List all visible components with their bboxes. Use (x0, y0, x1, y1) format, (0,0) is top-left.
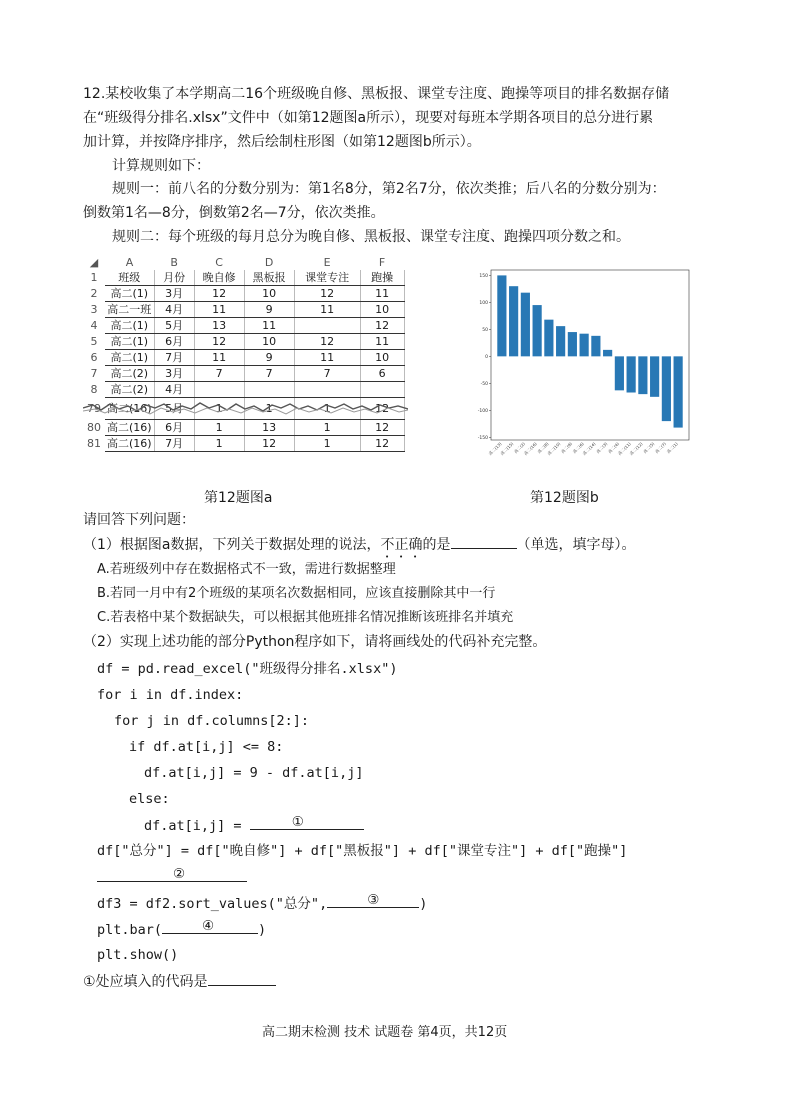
rule1-line2: 倒数第1名—8分，倒数第2名—7分，依次类推。 (83, 205, 385, 221)
q1-answer-blank[interactable] (451, 534, 517, 549)
data-cell: 1 (194, 436, 244, 452)
bar (580, 334, 589, 357)
data-cell: 高二(16) (105, 436, 154, 452)
col-letter: D (264, 256, 274, 269)
q1-emphasis: 不正确 (380, 537, 423, 553)
y-tick-label: -100 (477, 408, 488, 414)
code-blank-3[interactable] (327, 893, 419, 908)
data-cell: 12 (360, 318, 404, 334)
x-tick-label: 高二(8) (536, 441, 550, 455)
col-letter: C (215, 256, 223, 269)
code-line-10 (97, 893, 427, 914)
data-cell: 12 (244, 436, 294, 452)
question-intro-line2: 在“班级得分排名.xlsx”文件中（如第12题图a所示），现要对每班本学期各项目的总分进行累 (83, 110, 654, 126)
q1-post: 的是 (422, 537, 451, 553)
data-cell: 4月 (154, 302, 194, 318)
data-cell: 10 (244, 334, 294, 350)
x-tick-label: 高二(2) (512, 441, 527, 455)
data-cell: 1 (294, 398, 360, 420)
data-cell: 6月 (154, 334, 194, 350)
q2-line: （2）实现上述功能的部分Python程序如下，请将画线处的代码补充完整。 (83, 634, 547, 650)
rules-title: 计算规则如下： (112, 158, 210, 174)
y-tick-label: 100 (479, 300, 488, 306)
option-b: B.若同一月中有2个班级的某项名次数据相同，应该直接删除其中一行 (97, 586, 496, 601)
data-cell: 7 (294, 366, 360, 382)
row-number: 6 (90, 351, 98, 364)
data-cell: 10 (244, 286, 294, 302)
row-number: 2 (90, 287, 98, 300)
data-cell: 7月 (154, 350, 194, 366)
question-intro-line1: 12.某校收集了本学期高二16个班级晚自修、黑板报、课堂专注度、跑操等项目的排名数据存储 (83, 86, 670, 102)
row-number: 81 (87, 437, 101, 450)
bar (650, 356, 659, 396)
blank-marker-3: ③ (367, 892, 380, 908)
bar (662, 356, 671, 421)
data-cell: 1 (294, 420, 360, 436)
bar (591, 336, 600, 357)
bar (615, 356, 624, 390)
data-cell: 11 (194, 302, 244, 318)
data-cell: 12 (194, 334, 244, 350)
x-tick-label: 高二(12) (628, 441, 644, 457)
data-cell: 高二(1) (105, 286, 154, 302)
bar (556, 326, 565, 356)
x-tick-label: 高二(1) (665, 441, 679, 455)
code-line-12: plt.show() (97, 947, 179, 963)
row-number: 4 (90, 319, 98, 332)
x-ticks-group (487, 440, 679, 456)
code-line-4: if df.at[i,j] <= 8: (129, 739, 284, 755)
data-row (83, 302, 404, 318)
bar (674, 356, 683, 427)
row-number: 8 (90, 383, 98, 396)
row-number: 3 (90, 303, 98, 316)
spreadsheet-figure-a (83, 255, 408, 460)
data-row (83, 286, 404, 302)
header-cell: 班级 (105, 270, 154, 286)
code-line-11-text: plt.bar( (97, 922, 163, 938)
caption-fig-b: 第12题图b (530, 490, 599, 506)
code-line-9 (97, 867, 247, 888)
data-cell: 5月 (154, 398, 194, 420)
y-tick-label: 50 (482, 327, 488, 333)
bar (603, 350, 612, 356)
x-tick-label: 高二(7) (653, 441, 668, 455)
y-tick-label: 0 (485, 354, 488, 360)
x-tick-label: 高二(9) (559, 441, 574, 455)
data-cell: 13 (194, 318, 244, 334)
data-cell: 11 (294, 350, 360, 366)
data-cell: 12 (194, 286, 244, 302)
x-tick-label: 高二(3) (595, 441, 609, 455)
data-cell: 7 (244, 366, 294, 382)
data-cell: 11 (294, 302, 360, 318)
row-number: 7 (90, 367, 98, 380)
option-c: C.若表格中某个数据缺失，可以根据其他班排名情况推断该班排名并填充 (97, 610, 514, 625)
rule2: 规则二：每个班级的每月总分为晚自修、黑板报、课堂专注度、跑操四项分数之和。 (112, 229, 630, 245)
bar-chart-figure-b (470, 268, 695, 478)
blank1-question (83, 971, 276, 992)
q1-line (83, 534, 636, 561)
data-cell: 11 (244, 318, 294, 334)
bars-group (497, 275, 682, 427)
corner-cell: ◢ (89, 256, 99, 269)
data-cell: 高二一班 (105, 302, 154, 318)
caption-fig-a: 第12题图a (204, 490, 273, 506)
data-cell: 高二(16) (105, 398, 154, 420)
column-letter-row (83, 255, 404, 270)
bar (544, 320, 553, 357)
col-letter: A (125, 256, 134, 269)
data-cell: 12 (360, 398, 404, 420)
data-cell: 高二(1) (105, 334, 154, 350)
code-line-11 (97, 919, 266, 940)
code-line-10-text: df3 = df2.sort_values("总分", (97, 896, 328, 912)
data-cell: 9 (244, 350, 294, 366)
plot-frame (491, 270, 689, 440)
code-line-7 (144, 815, 364, 836)
data-cell: 6 (360, 366, 404, 382)
header-row (83, 270, 404, 286)
code-line-2: for i in df.index: (97, 687, 244, 703)
question-intro-line3: 加计算，并按降序排序，然后绘制柱形图（如第12题图b所示）。 (83, 134, 481, 150)
data-cell: 6月 (154, 420, 194, 436)
code-line-8: df["总分"] = df["晚自修"] + df["黑板报"] + df["课堂专注"] + df["跑操"] (97, 843, 628, 859)
bar (627, 356, 636, 392)
col-letter: F (378, 256, 386, 269)
code-line-3: for j in df.columns[2:]: (114, 713, 310, 729)
data-cell: 1 (194, 398, 244, 420)
x-tick-label: 高二(14) (581, 441, 597, 457)
torn-paper-divider (83, 396, 408, 418)
data-cell: 3月 (154, 286, 194, 302)
x-tick-label: 高二(4) (606, 441, 621, 455)
blank-marker-4: ④ (202, 918, 215, 934)
data-cell: 10 (360, 302, 404, 318)
data-cell: 3月 (154, 366, 194, 382)
data-cell: 高二(2) (105, 382, 154, 398)
data-row (83, 350, 404, 366)
code-line-10-close: ) (419, 896, 428, 912)
bar (521, 293, 530, 357)
x-tick-label: 高二(10) (546, 441, 562, 457)
page-footer: 高二期末检测 技术 试题卷 第4页，共12页 (262, 1025, 508, 1040)
data-cell: 4月 (154, 382, 194, 398)
data-row (83, 366, 404, 382)
code-blank-2[interactable] (97, 867, 247, 882)
bar (533, 305, 542, 356)
data-cell: 高二(16) (105, 420, 154, 436)
header-cell: 晚自修 (194, 270, 244, 286)
data-cell: 高二(2) (105, 366, 154, 382)
code-line-7-text: df.at[i,j] = (144, 818, 242, 834)
blank-marker-1: ① (291, 814, 304, 830)
data-row (83, 420, 404, 436)
y-ticks-group (478, 273, 491, 441)
code-line-5: df.at[i,j] = 9 - df.at[i,j] (144, 765, 364, 781)
answer-prompt: 请回答下列问题： (83, 512, 195, 528)
bar (568, 332, 577, 356)
data-row (83, 334, 404, 350)
data-cell: 12 (360, 420, 404, 436)
header-cell: 月份 (154, 270, 194, 286)
data-cell: 10 (360, 350, 404, 366)
data-cell: 13 (244, 420, 294, 436)
code-line-11-close: ) (258, 922, 267, 938)
bar (638, 356, 647, 394)
header-cell: 跑操 (360, 270, 404, 286)
q1-tail: （单选，填字母）。 (516, 537, 636, 553)
data-cell: 1 (194, 420, 244, 436)
data-cell: 高二(1) (105, 318, 154, 334)
q1-pre: （1）根据图a数据，下列关于数据处理的说法， (83, 537, 381, 553)
code-blank-4[interactable] (162, 919, 258, 934)
spreadsheet-table (83, 255, 405, 452)
col-letter: E (323, 256, 331, 269)
blank-marker-2: ② (173, 866, 186, 882)
row-number: 1 (90, 271, 98, 285)
option-a: A.若班级列中存在数据格式不一致，需进行数据整理 (97, 562, 396, 577)
bar (497, 275, 506, 356)
data-cell: 1 (244, 398, 294, 420)
x-tick-label: 高二(11) (616, 441, 632, 457)
x-tick-label: 高二(6) (571, 441, 585, 455)
header-cell: 课堂专注 (294, 270, 360, 286)
blank1-question-text: ①处应填入的代码是 (83, 974, 208, 990)
row-number: 79 (87, 402, 101, 415)
data-cell: 12 (360, 436, 404, 452)
x-tick-label: 高二(15) (499, 441, 515, 457)
y-tick-label: 150 (479, 273, 488, 279)
data-row (83, 318, 404, 334)
code-blank-1[interactable] (250, 815, 364, 830)
blank1-answer[interactable] (208, 971, 276, 986)
data-cell: 12 (294, 286, 360, 302)
code-line-6: else: (129, 791, 170, 807)
x-tick-label: 高二(16) (522, 441, 538, 457)
data-cell: 1 (294, 436, 360, 452)
data-cell: 7 (194, 366, 244, 382)
header-cell: 黑板报 (244, 270, 294, 286)
data-cell: 5月 (154, 318, 194, 334)
y-tick-label: -150 (477, 435, 488, 441)
data-cell (294, 318, 360, 334)
data-row (83, 436, 404, 452)
col-letter: B (170, 256, 178, 269)
x-tick-label: 高二(13) (487, 441, 503, 457)
data-cell: 11 (360, 334, 404, 350)
row-number: 5 (90, 335, 98, 348)
x-tick-label: 高二(5) (642, 441, 656, 455)
data-cell: 11 (360, 286, 404, 302)
bar (509, 286, 518, 356)
data-cell: 12 (294, 334, 360, 350)
data-cell: 高二(1) (105, 350, 154, 366)
data-cell: 11 (194, 350, 244, 366)
data-cell: 7月 (154, 436, 194, 452)
data-cell: 9 (244, 302, 294, 318)
row-number: 80 (87, 421, 101, 434)
y-tick-label: -50 (480, 381, 488, 387)
rule1-line1: 规则一：前八名的分数分别为：第1名8分，第2名7分，依次类推；后八名的分数分别为： (112, 181, 666, 197)
code-line-1: df = pd.read_excel("班级得分排名.xlsx") (97, 661, 398, 677)
